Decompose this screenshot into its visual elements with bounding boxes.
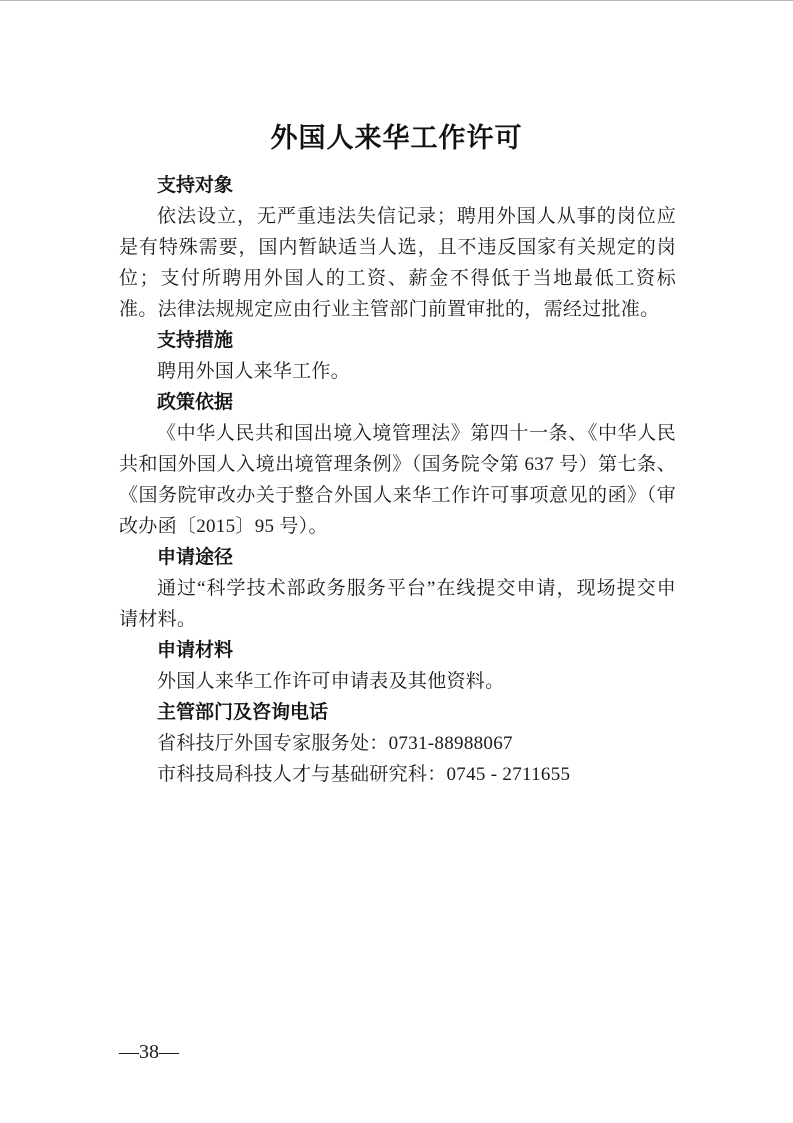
section-application-channel bbox=[119, 542, 676, 635]
paragraph: 外国人来华工作许可申请表及其他资料。 bbox=[157, 671, 505, 692]
section-support-measures bbox=[119, 325, 676, 387]
contact-line-municipal: 市科技局科技人才与基础研究科：0745 - 2711655 bbox=[157, 764, 571, 785]
section-support-target bbox=[119, 170, 676, 325]
document-title: 外国人来华工作许可 bbox=[270, 123, 523, 154]
section-heading: 支持措施 bbox=[157, 330, 234, 351]
section-heading: 申请材料 bbox=[157, 640, 234, 661]
section-contact-info bbox=[119, 697, 676, 790]
paragraph: 依法设立，无严重违法失信记录；聘用外国人从事的岗位应是有特殊需要，国内暂缺适当人选，且不违反国家有关规定的岗位；支付所聘用外国人的工资、薪金不得低于当地最低工资标准。法律法规规定应由行业主管部门前置审批的，需经过批准。 bbox=[119, 206, 676, 320]
section-policy-basis bbox=[119, 387, 676, 542]
section-heading: 政策依据 bbox=[157, 392, 234, 413]
section-heading: 支持对象 bbox=[157, 175, 234, 196]
contact-line-provincial: 省科技厅外国专家服务处：0731-88988067 bbox=[157, 733, 513, 754]
section-application-materials bbox=[119, 635, 676, 697]
paragraph: 通过“科学技术部政务服务平台”在线提交申请，现场提交申请材料。 bbox=[119, 578, 676, 630]
section-heading: 申请途径 bbox=[157, 547, 234, 568]
section-heading: 主管部门及咨询电话 bbox=[157, 702, 329, 723]
document-body bbox=[119, 170, 676, 790]
paragraph: 《中华人民共和国出境入境管理法》第四十一条、《中华人民共和国外国人入境出境管理条例》（国务院令第 637 号）第七条、《国务院审改办关于整合外国人来华工作许可事项意见的函》（审改办函〔2015〕95 号）。 bbox=[119, 423, 676, 537]
page-number: —38— bbox=[119, 1041, 179, 1063]
paragraph: 聘用外国人来华工作。 bbox=[157, 361, 351, 382]
